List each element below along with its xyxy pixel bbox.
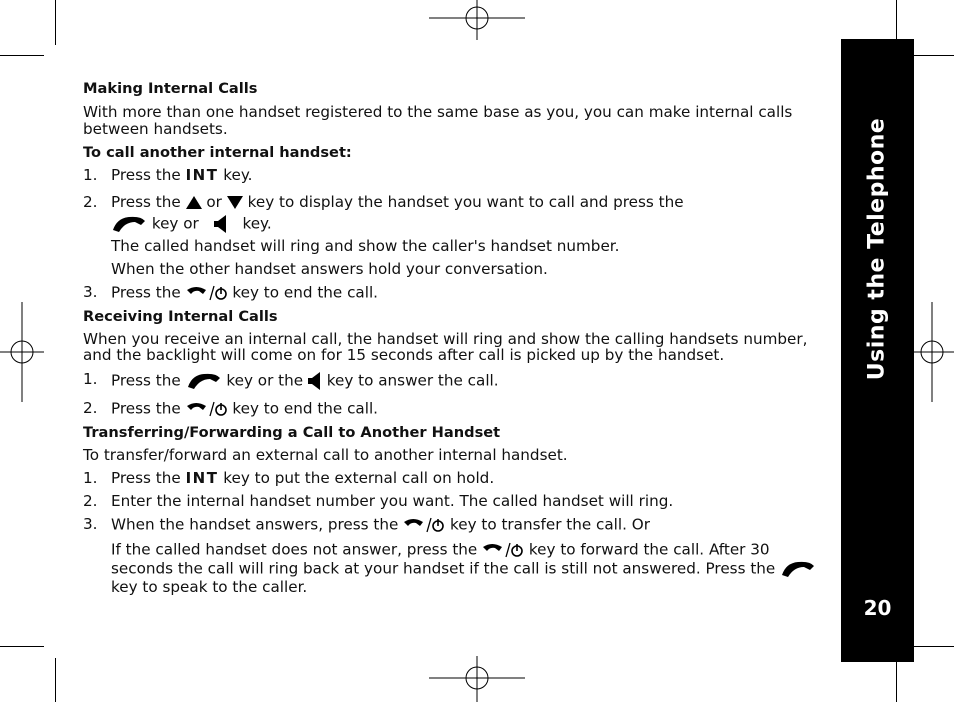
step-text: When the other handset answers hold your conversation.	[111, 260, 548, 278]
end-call-power-icon	[186, 400, 228, 418]
list-item	[83, 400, 819, 418]
step-text: Enter the internal handset number you want. The called handset will ring.	[111, 492, 674, 510]
step-text: When the handset answers, press the	[111, 515, 399, 534]
step-text: key to answer the call.	[326, 371, 499, 390]
up-arrow-icon	[186, 196, 202, 209]
crop-mark	[55, 658, 56, 702]
step-text: key to display the handset you want to call and press the	[247, 193, 684, 211]
section-intro: When you receive an internal call, the handset will ring and show the calling handsets number, and the backlight will come on for 15 seconds after call is picked up by the handset.	[83, 330, 808, 364]
step-text: Press the	[111, 166, 181, 184]
registration-mark-icon	[429, 0, 525, 40]
crop-mark	[896, 658, 897, 702]
step-number: 2.	[83, 399, 98, 417]
list-item	[83, 493, 819, 510]
section-intro: To transfer/forward an external call to another internal handset.	[83, 446, 568, 464]
registration-mark-icon	[0, 302, 44, 402]
crop-mark	[55, 0, 56, 45]
step-number: 2.	[83, 492, 98, 510]
crop-mark	[0, 55, 44, 56]
step-text: Press the	[111, 469, 181, 487]
registration-mark-icon	[910, 302, 954, 402]
section-heading: Transferring/Forwarding a Call to Another Handset	[83, 424, 501, 441]
step-number: 1.	[83, 166, 98, 184]
step-number: 1.	[83, 370, 98, 388]
list-item	[83, 516, 819, 595]
step-text: key to end the call.	[232, 283, 378, 302]
step-text: Press the	[111, 193, 181, 211]
step-continuation	[111, 214, 819, 234]
step-text: If the called handset does not answer, press the	[111, 540, 478, 559]
step-number: 3.	[83, 515, 98, 533]
step-text: key to forward the call. After 30 seconds the call will ring back at your handset if the call is still not answered. Press the	[111, 540, 776, 578]
step-number: 1.	[83, 469, 98, 487]
int-key-icon: INT	[185, 166, 219, 184]
section-heading: Receiving Internal Calls	[83, 308, 278, 325]
step-text: key to put the external call on hold.	[223, 469, 495, 487]
end-call-power-icon	[403, 516, 445, 534]
talk-handset-icon	[111, 214, 147, 234]
speaker-icon	[308, 372, 322, 390]
side-tab-title: Using the Telephone	[864, 117, 890, 381]
step-continuation	[111, 541, 819, 595]
step-text: The called handset will ring and show the caller's handset number.	[111, 237, 620, 255]
registration-mark-icon	[429, 656, 525, 702]
step-text: key to transfer the call. Or	[449, 515, 650, 534]
step-text: or	[206, 193, 222, 211]
step-text: Press the	[111, 371, 181, 390]
list-item	[83, 194, 819, 278]
end-call-power-icon	[482, 541, 524, 559]
step-number: 2.	[83, 193, 98, 211]
end-call-power-icon	[186, 284, 228, 302]
step-text: Press the	[111, 283, 181, 302]
page-number: 20	[863, 596, 892, 620]
crop-mark	[0, 646, 44, 647]
section-heading: Making Internal Calls	[83, 80, 258, 97]
list-item	[83, 284, 819, 302]
section-subheading: To call another internal handset:	[83, 144, 352, 161]
int-key-icon: INT	[185, 469, 219, 487]
list-item	[83, 371, 819, 391]
talk-handset-icon	[186, 371, 222, 391]
crop-mark	[910, 55, 954, 56]
list-item	[83, 167, 819, 184]
talk-handset-icon	[780, 559, 816, 579]
step-text: key.	[242, 214, 272, 233]
step-text: key to speak to the caller.	[111, 578, 308, 596]
side-tab	[841, 39, 914, 662]
step-text: key or the	[226, 371, 304, 390]
main-content	[83, 80, 819, 595]
list-item	[83, 470, 819, 487]
step-text: Press the	[111, 399, 181, 418]
crop-mark	[910, 646, 954, 647]
step-text: key.	[223, 166, 253, 184]
section-intro: With more than one handset registered to the same base as you, you can make internal calls between handsets.	[83, 103, 793, 138]
step-text: key or	[151, 214, 199, 233]
down-arrow-icon	[227, 196, 243, 209]
speaker-icon	[214, 215, 228, 233]
step-number: 3.	[83, 283, 98, 301]
step-text: key to end the call.	[232, 399, 378, 418]
